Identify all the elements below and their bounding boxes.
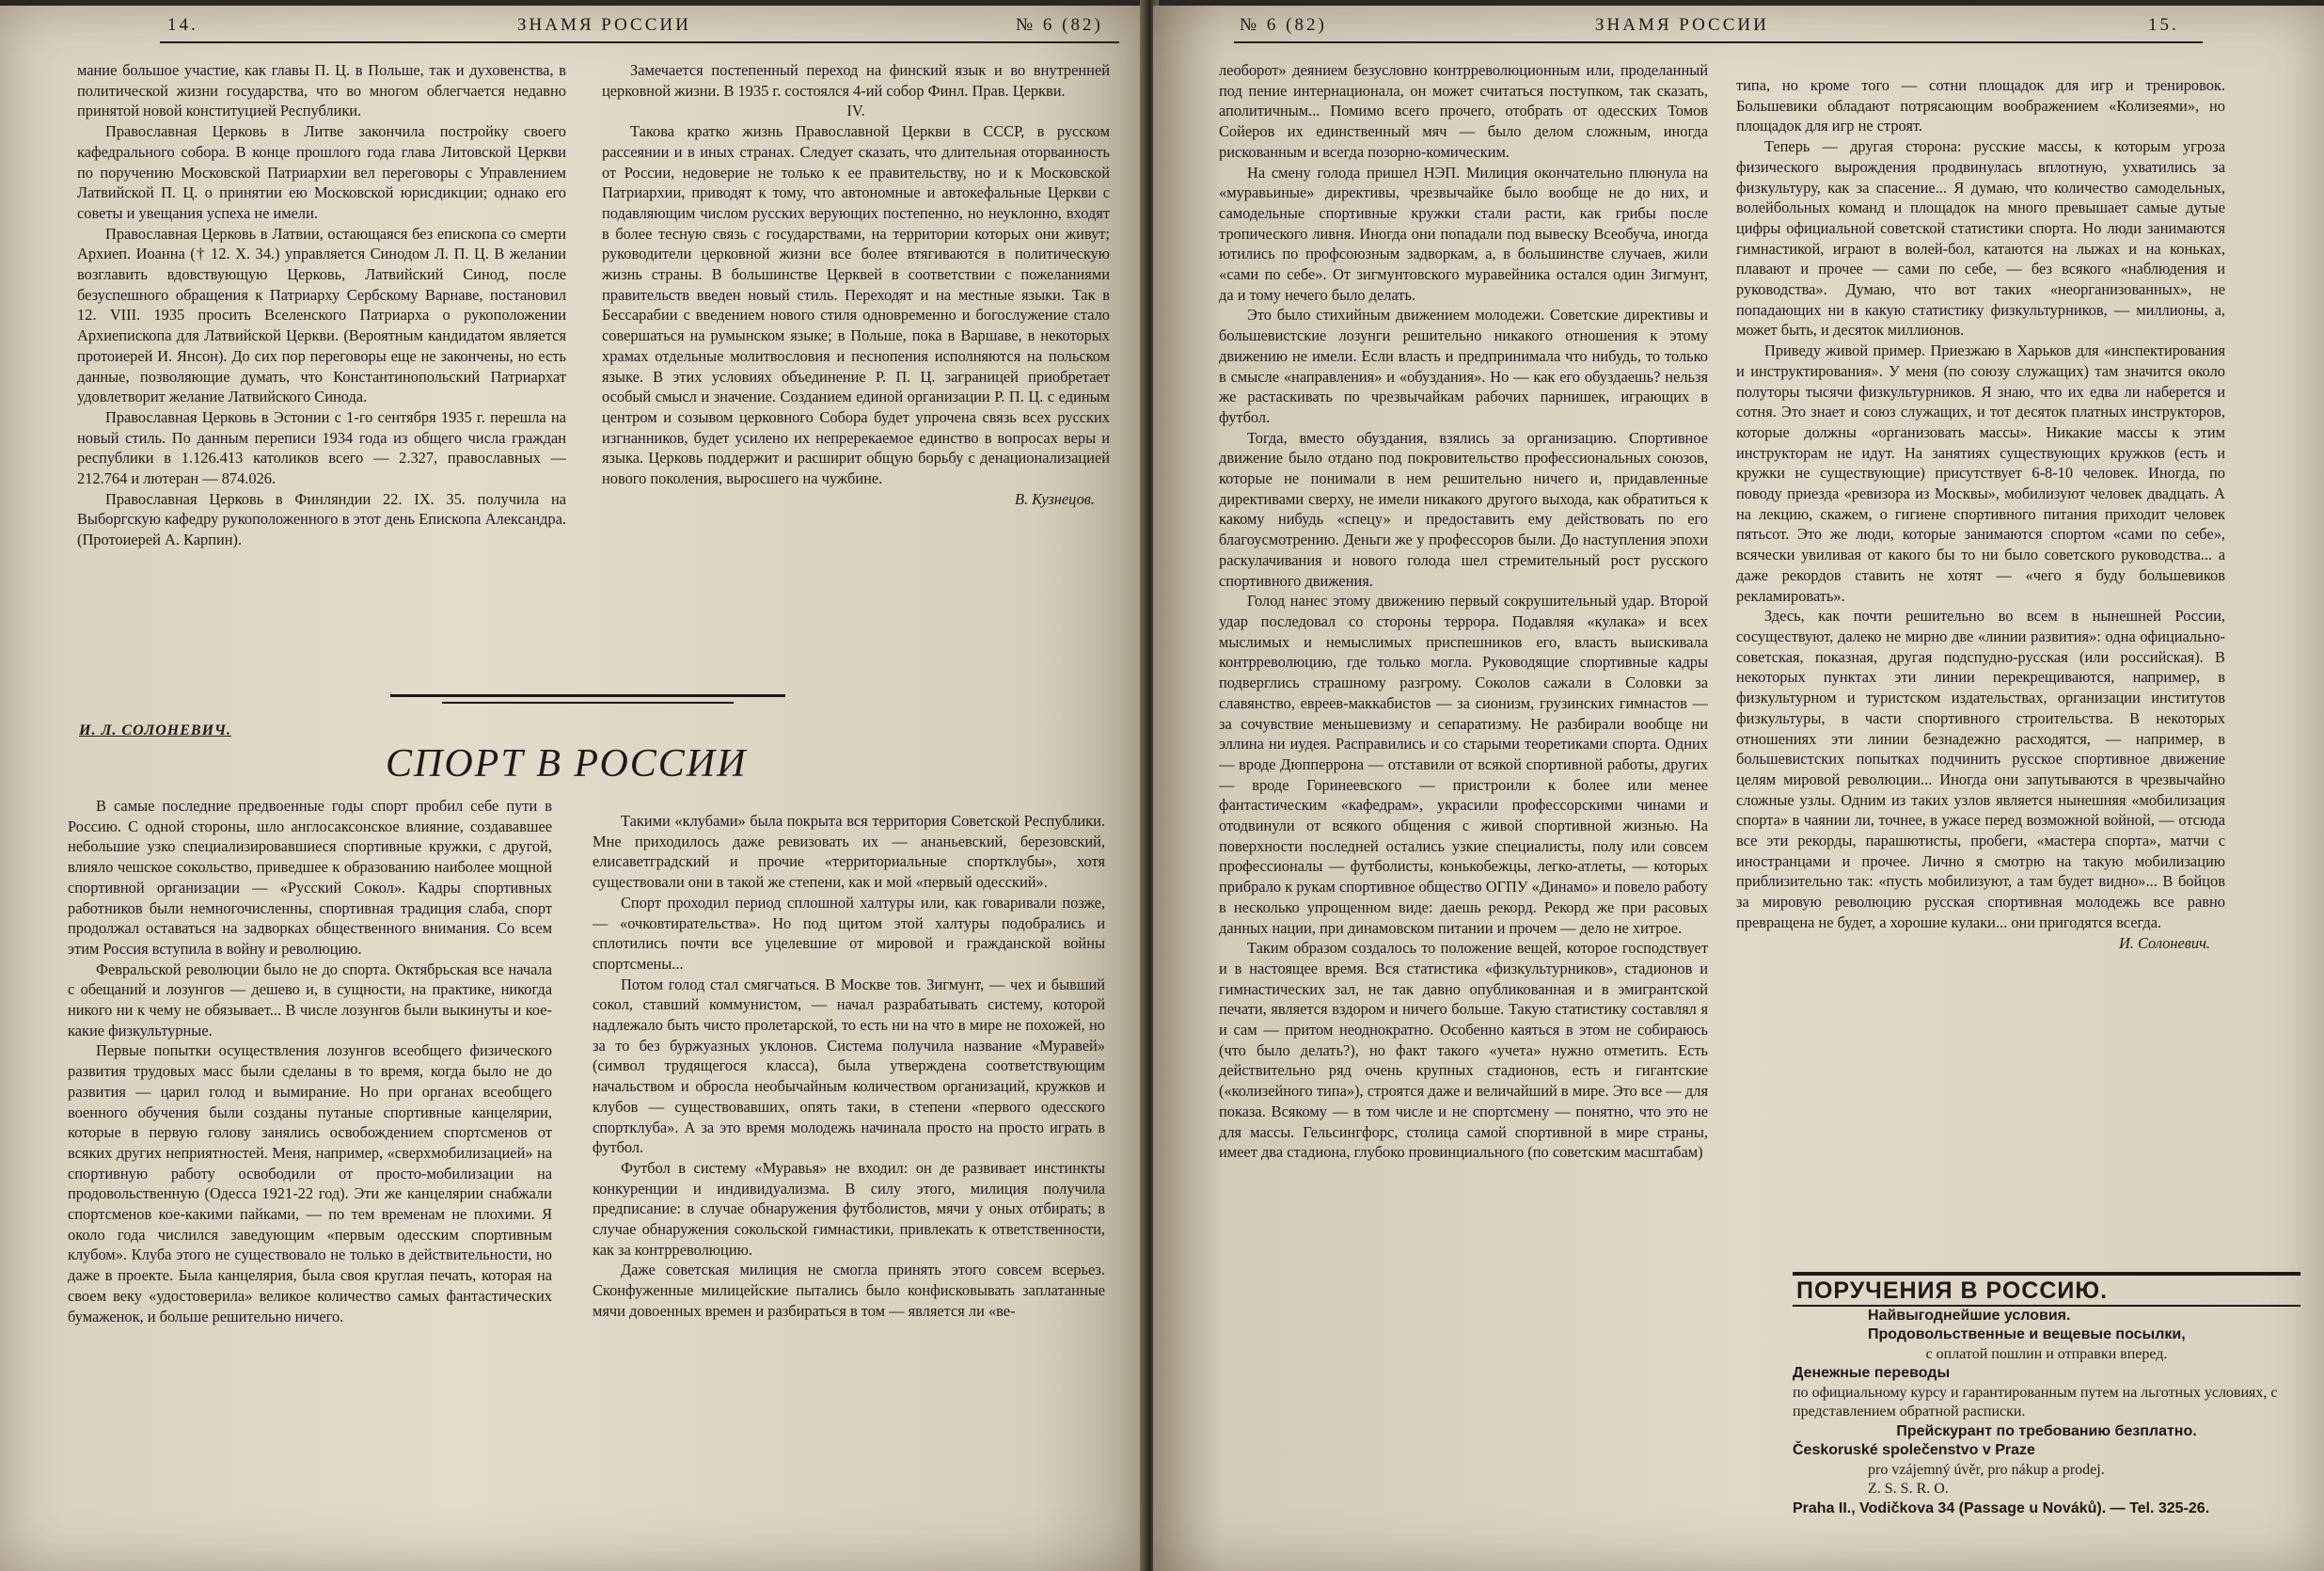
ad-line: Z. S. S. R. O. [1868, 1481, 1949, 1497]
paragraph: Такова кратко жизнь Православной Церкви в СССР, в русском рассеянии и в иных странах. Следует сказать, что длительная оторванность от России, недоверие не только к ее правительству, но и к Московской Патриархии, приводят к тому, что автономные и автокефальные Церкви с подавляющим числом русских верующих постепенно, но неуклонно, входят в более тесную связь с государствами, на территории которых они живут; руководители церковной жизни все более втягиваются в политическую жизнь страны. В большинстве Церквей в соответствии с пожеланиями правительств введен новый стиль. Переходят и на местные языки. Так в Бессарабии с введением нового стиля одновременно и богослужение стало совершаться на румынском языке; в Польше, пока в Варшаве, в некоторых храмах отдельные молитвословия и песнопения исполняются на польском языке. В этих условиях объединение Р. П. Ц. заграницей приобретает особый смысл и значение. Созданием единой организации Р. П. Ц. с единым центром и созывом церковного Собора будет упрочена связь всех русских изгнанников, будет усилено их непререкаемое единство в вопросах веры и языка. Церковь поддержит и расширит общую борьбу с денационализацией нового поколения, выросшего на чужбине. [602, 122, 1110, 488]
paragraph: Замечается постепенный переход на финский язык и во внутренней церковной жизни. В 1935 г. состоялся 4-ий собор Финл. Прав. Церкви. [602, 61, 1110, 100]
right-page [1153, 6, 2324, 1571]
signature: И. Солоневич. [2118, 933, 2210, 952]
left-page [0, 6, 1146, 1571]
ad-line: с оплатой пошлин и отправки вперед. [1925, 1345, 2168, 1362]
header-rule [1234, 41, 2203, 43]
paragraph: Здесь, как почти решительно во всем в нынешней России, сосуществуют, далеко не мирно две «линии развития»: одна официально-советская, показная, другая подспудно-русская (или российская). В некоторых пунктах эти линии перекрещиваются, например, в физкультурном и туристском издательствах, организации институтов физкультуры, в части спортивного строительства. В некоторых отношениях эти линии безнадежно расходятся, — например, в большевистских попытках подчинить русское спортивное движение целям мировой революции... Иногда они запутываются в чрезвычайно сложные узлы. Одним из таких узлов является нынешняя «мобилизация спорта» в чаянии ли, точнее, в ужасе перед возможной войной, — отсюда все эти рекорды, парашютисты, пробеги, «мастера спорта», матчи с иностранцами и прочее. Лично я смотрю на такую мобилизацию приблизительно так: «пусть мобилизуют, а там будет видно»... В бойцов за мировую революцию русская спортивная молодежь все равно превращена не будет, а хорошие кулаки... они пригодятся всегда. [1736, 607, 2225, 931]
signature: В. Кузнецов. [1014, 489, 1095, 508]
section-number: IV. [846, 102, 865, 120]
paragraph: Это было стихийным движением молодежи. Советские директивы и большевистские лозунги решительно никакого отношения к этому движению не имели. Если власть и предпринимала что нибудь, то только в смысле «направления» и «обуздания». Но — как его обуздаешь? нельзя же растаскивать по чрезвычайкам рабочих парнишек, играющих в футбол. [1219, 306, 1708, 426]
paragraph: типа, но кроме того — сотни площадок для игр и тренировок. Большевики обладают потрясающим воображением «Колизеями», но площадок для игр не строят. [1736, 76, 2225, 135]
paragraph: Такими «клубами» была покрыта вся территория Советской Республики. Мне приходилось даже ревизовать их — ананьевский, березовский, елисаветградский и прочие «территориальные спортклубы», хотя существовали они в такой же степени, как и мой «первый одесский». [593, 812, 1105, 892]
ad-line: Денежные переводы [1793, 1365, 1951, 1381]
page-number: 15. [2148, 15, 2179, 35]
ad-line: Продовольственные и вещевые посылки, [1868, 1326, 2186, 1342]
decorative-rule [442, 702, 734, 704]
paragraph: Православная Церковь в Литве закончила постройку своего кафедрального собора. В конце прошлого года глава Литовской Церкви по поручению Московской Патриархии вел переговоры с Управлением Латвийской П. Ц. о принятии ею Московской юрисдикции; однако его советы и увещания успеха не имели. [77, 122, 566, 222]
article-column-4 [1736, 75, 2225, 1268]
paragraph: Голод нанес этому движению первый сокрушительный удар. Второй удар последовал со стороны террора. Подавляя «кулака» и всех мыслимых и немыслимых приспешников его, власть выискивала контрреволюцию, где только могла. Руководящие спортивные кадры подверглись страшному разгрому. Соколов сажали в Соловки за славянство, евреев-маккабистов — за сионизм, грузинских гимнастов — за сочувствие меньшевизму и сепаратизму. Не разбирали вообще ни эллина ни иудея. Расправились и со старыми теоретиками спорта. Одних — вроде Дюпперрона — отставили от всякой спортивной работы, других — вроде Горинеевского — пристроили к более или менее фантастическим «кафедрам», украсили профессорскими чинами и отодвинули от всякого общения с живой спортивной жизнью. На поверхности последней остались узкие специалисты, полу или совсем профессионалы — футболисты, конькобежцы, легко-атлеты, — которых прибрало к рукам спортивное общество ОГПУ «Динамо» и повело работу в несколько упрощенном виде: даешь рекорд. Рекорд же при расовых данных нации, при динамовском питании и прочем — дело не хитрое. [1219, 592, 1708, 937]
church-column-1 [77, 60, 566, 681]
paragraph: леоборот» деянием безусловно контрреволюционным или, проделанный под пение интернационала, он может считаться поступком, так сказать, аполитичным... Помимо всего прочего, отобрать от одесских Томов Сойеров их единственный мяч — было делом сложным, иногда рискованным и всегда позорно-комическим. [1219, 61, 1708, 161]
article-column-1 [68, 796, 552, 1539]
running-title: ЗНАМЯ РОССИИ [1595, 15, 1769, 35]
issue-number: № 6 (82) [1240, 15, 1327, 35]
paragraph: Первые попытки осуществления лозунгов всеобщего физического развития трудовых масс были сделаны в то время, когда было не до развития — царил голод и вымирание. Но при органах всеобщего военного обучения были созданы путаные спортивные канцелярии, которые в первую голову занялись освобождением спортсменов от всяких других неприятностей. Меня, например, «сверхмобилизацией» на спортивную работу освободили от просто-мобилизации на продовольственную (Одесса 1921-22 год). Эти же канцелярии снабжали спортсменов кое-какими пайками, — по тем временам не плохими. Я около года числился заведующим «первым одесским спортивным клубом». Клуба этого не существовало не только в действительности, но даже в проекте. Была канцелярия, была своя круглая печать, которая на своем веку «удостоверила» великое количество самых фантастических бумаженок, и больше решительно ничего. [68, 1041, 552, 1325]
paragraph: В самые последние предвоенные годы спорт пробил себе пути в Россию. С одной стороны, шло англосаксонское влияние, создававшее небольшие узко специализировавшиеся спортивные кружки, с другой, влияло чешское сокольство, приведшее к образованию наиболее мощной спортивной организации — «Русский Сокол». Кадры спортивных работников были немногочисленны, спортивная традиция слаба, спорт продолжал оставаться на задворках общественного внимания. Со всем этим Россия вступила в войну и революцию. [68, 797, 552, 958]
paragraph: Таким образом создалось то положение вещей, которое господствует и в настоящее время. Вся статистика «физкультурников», стадионов и гимнастических зал, не так давно опубликованная и в эмигрантской печати, является вздором и ничего больше. Такую статистику составлял я и сам — притом неоднократно. Особенно каяться в этом не собираюсь (что было делать?), но факт такого «учета» нужно отметить. Есть действительно ряд очень крупных стадионов, есть и гигантские («колизейного типа»), строятся даже и величайший в мире. Это все — для показа. Всякому — в том числе и не спортсмену — понятно, что это не для массы. Гельсингфорс, столица самой спортивной в мире страны, имеет два стадиона, глубоко провинциального (по советским масштабам) [1219, 939, 1708, 1162]
ad-line: pro vzájemný úvěr, pro nákup a prodej. [1868, 1461, 2105, 1478]
church-column-2 [602, 60, 1110, 681]
advertisement [1793, 1272, 2300, 1518]
paragraph: Даже советская милиция не смогла принять этого совсем всерьез. Сконфуженные милицейские пытались было конфисковывать заплатанные мячи довоенных времен и разбираться в том — является ли «ве- [593, 1261, 1105, 1320]
article-column-3 [1219, 60, 1708, 1565]
paragraph: Приведу живой пример. Приезжаю в Харьков для «инспектирования и инструктирования». У меня (по союзу служащих) там значится около полуторы тысячи физкультурников. Я знаю, что их едва ли наберется и сотня. Это знает и союз служащих, и тот десяток платных инструкторов, которые должны «организовать массы». Никакие массы к этим инструкторам не идут. На занятиях существующих кружков (есть и кружки не существующие) присутствует 6-8-10 человек. Иногда, по поводу приезда «ревизора из Москвы», мобилизуют человек двадцать. А на лекцию, скажем, о гигиене спортивного питания приходит человек пятьсот. Это же люди, которые занимаются спортом «сами по себе», всячески увиливая от какого бы то ни было советского руководства... а даже рекордов ставить не хотят — «чего я буду большевиков рекламировать». [1736, 341, 2225, 605]
issue-number: № 6 (82) [1016, 15, 1103, 35]
paragraph: Футбол в систему «Муравья» не входил: он де развивает инстинкты конкуренции и индивидуализма. В силу этого, милиция получила предписание: в случае обнаружения футболистов, мячи у оных отбирать; в случае обнаружения сокольской гимнастики, привлекать к ответственности, как за контрреволюцию. [593, 1158, 1105, 1259]
article-author: И. Л. СОЛОНЕВИЧ. [79, 722, 231, 738]
paragraph: Потом голод стал смягчаться. В Москве тов. Зигмунт, — чех и бывший сокол, ставший коммунистом, — начал разрабатывать систему, которой надлежало быть чисто пролетарской, то есть ни на что в мире не похожей, но за то без буржуазных уклонов. Система получила название «Муравей» (символ трудящегося класса), была утверждена соответствующим начальством и обросла необычайным количеством организаций, кружков и клубов — существовавших, опять таки, в степени «первого одесского спортклуба». А за это время молодежь начинала просто на просто играть в футбол. [593, 975, 1105, 1157]
ad-title: ПОРУЧЕНИЯ В РОССИЮ. [1793, 1272, 2300, 1307]
paragraph: Православная Церковь в Эстонии с 1-го сентября 1935 г. перешла на новый стиль. По данным переписи 1934 года из общего числа граждан республики в 1.126.413 католиков всего — 2.327, православных — 212.764 и лютеран — 874.026. [77, 407, 566, 488]
ad-line: Прейскурант по требованию безплатно. [1896, 1422, 2197, 1439]
paragraph: Спорт проходил период сплошной халтуры или, как говаривали позже, — «очковтирательства». Но под щитом этой халтуры подобрались и сплотились почти все уцелевшие от мировой и гражданской войны спортсмены... [593, 893, 1105, 973]
ad-line: Praha II., Vodičkova 34 (Passage u Nováků). — Tel. 325-26. [1793, 1500, 2210, 1516]
paragraph: На смену голода пришел НЭП. Милиция окончательно плюнула на «муравьиные» директивы, чрезвычайке было вообще не до них, и самодельные спортивные кружки стали расти, как грибы после тропического ливня. Иногда они попадали под вывеску Всеобуча, иногда ютились по профсоюзным задворкам, а, в большинстве случаев, жили «сами по себе». От зигмунтовского муравейника остался один Зигмунт, да и тому нечего было делать. [1219, 163, 1708, 304]
paragraph: Тогда, вместо обуздания, взялись за организацию. Спортивное движение было отдано под покровительство профессиональных союзов, которые не понимали в нем решительно ничего и, придавленные директивами сверху, не имели никакого другого выхода, как обратиться к какому нибудь «спецу» и предоставить ему действовать по его благоусмотрению. Деньги же у профессоров были. До наступления эпохи раскулачивания и нового голода шел стремительный рост русского спортивного движения. [1219, 428, 1708, 590]
article-title: СПОРТ В РОССИИ [386, 742, 748, 786]
paragraph: Православная Церковь в Финляндии 22. IX. 35. получила на Выборгскую кафедру рукоположенного в этот день Епископа Александра. (Протоиерей А. Карпин). [77, 489, 566, 549]
decorative-rule [390, 694, 785, 697]
page-number: 14. [167, 15, 198, 35]
paragraph: Теперь — другая сторона: русские массы, к которым угроза физического вырождения продвинулась вплотную, ухватились за физкультуру, как за спасение... Я думаю, что количество самодельных, волейбольных команд и площадок на много превышает самые дутые цифры официальной советской статистики спорта. Но люди занимаются гимнастикой, играют в волей-бол, катаются на лыжах и на коньках, плавают и прочее — сами по себе, — без всякого «наблюдения и руководства». Думаю, что вот таких «неорганизованных», не попадающих ни в какую статистику физкультурников, — миллионы, а, может быть, и десяток миллионов. [1736, 137, 2225, 340]
ad-line: Českoruské společenstvo v Praze [1793, 1442, 2035, 1458]
paragraph: Православная Церковь в Латвии, остающаяся без епископа со смерти Архиеп. Иоанна († 12. X. 34.) управляется Синодом Л. П. Ц. В желании возглавить вдовствующую Церковь, Латвийский Синод, после безуспешного обращения к Патриарху Сербскому Варнаве, постановил 12. VIII. 1935 просить Вселенского Патриарха о рукоположении Архиепископа для Латвийской Церкви. (Вероятным кандидатом является протоиерей И. Янсон). До сих пор переговоры еще не закончены, но есть данные, позволяющие думать, что Константинопольский Патриархат удовлетворит желание Латвийского Синода. [77, 224, 566, 406]
ad-line: по официальному курсу и гарантированным путем на льготных условиях, с представлением обратной расписки. [1793, 1384, 2278, 1420]
article-column-2 [593, 811, 1105, 1541]
header-rule [160, 41, 1119, 43]
paragraph: мание большое участие, как главы П. Ц. в Польше, так и духовенства, в политической жизни государства, что во многом облегчается недавно принятой новой конституцией Республики. [77, 61, 566, 120]
running-title: ЗНАМЯ РОССИИ [517, 15, 691, 35]
ad-line: Найвыгоднейшие условия. [1868, 1307, 2071, 1324]
paragraph: Февральской революции было не до спорта. Октябрьская все начала с обещаний и лозунгов — дешево и, в сущности, на практике, никогда никого ни к чему не обязывает... В числе лозунгов были выкинуты и кое-какие физкультурные. [68, 960, 552, 1039]
